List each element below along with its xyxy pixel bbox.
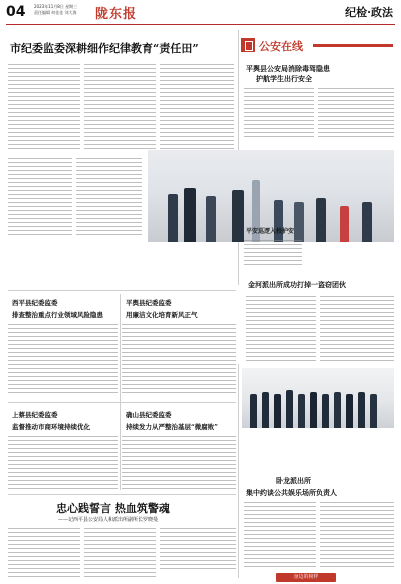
article-text (244, 502, 316, 570)
article-title: 卧龙派出所 (276, 476, 311, 485)
online-section-label (241, 36, 393, 54)
figure (340, 206, 349, 242)
article-text (8, 324, 118, 396)
article-text (8, 528, 80, 578)
figure (316, 198, 326, 242)
photo-police-team (242, 368, 394, 428)
article-text (320, 296, 394, 362)
article-title: 上蔡县纪委监委 (12, 411, 58, 419)
article-text (8, 436, 118, 490)
editor-line: 责任编辑 何佳佳 刘大海 (34, 10, 77, 15)
figure (232, 190, 244, 242)
main-article-text-col3 (160, 64, 234, 150)
article-text (320, 502, 394, 570)
article-text (160, 528, 236, 570)
figure (322, 394, 329, 428)
column-divider (120, 294, 121, 490)
footer-tag: 身边的榜样 (276, 573, 336, 582)
figure (358, 392, 365, 428)
article-title: 西平县纪委监委 (12, 299, 58, 307)
article-text (246, 296, 316, 362)
article-title: 金河派出所成功打掉一盗窃团伙 (248, 280, 346, 289)
article-title-line2: 护航学生出行安全 (256, 74, 312, 83)
feature-subtitle: ——记西平县公安局人和派出所副所长罗晓曼 (58, 517, 159, 523)
article-text (244, 240, 302, 266)
article-title-line2: 持续发力从严整治基层“微腐败” (126, 423, 218, 431)
article-title: 平舆县纪委监委 (126, 299, 172, 307)
article-text (122, 324, 236, 396)
figure (334, 392, 341, 428)
figure (274, 394, 281, 428)
police-badge-icon (241, 38, 255, 52)
section-rule (8, 402, 236, 403)
figure (362, 202, 372, 242)
figure (346, 394, 353, 428)
paper-name: 陇东报 (95, 7, 138, 22)
figure (286, 390, 293, 428)
article-title-line2: 排查整治重点行业领域风险隐患 (12, 311, 103, 319)
figure (206, 196, 216, 242)
article-title-line2: 集中约谈公共娱乐场所负责人 (246, 488, 337, 497)
feature-title: 忠心践誓言 热血筑警魂 (56, 502, 170, 515)
figure (262, 392, 269, 428)
figure (184, 188, 196, 242)
section-rule (8, 494, 236, 495)
header-rule (6, 24, 395, 25)
online-label-bar (313, 44, 393, 47)
article-text (84, 528, 156, 578)
article-text (122, 436, 236, 490)
date-line: 2023年11月8日 星期三 (34, 4, 78, 9)
figure (274, 200, 283, 242)
article-title: 平安巡逻入校护安 (246, 228, 295, 235)
article-title-line2: 用廉洁文化培育新风正气 (126, 311, 198, 319)
page-header (0, 0, 401, 26)
figure (250, 394, 257, 428)
figure (294, 202, 304, 242)
article-title: 确山县纪委监委 (126, 411, 172, 419)
main-article-text-col1 (8, 64, 80, 150)
figure (168, 194, 178, 242)
page-number: 04 (6, 4, 26, 20)
article-title-line2: 监督推动市商环境持续优化 (12, 423, 90, 431)
header-meta (34, 4, 77, 16)
figure (370, 394, 377, 428)
figure (310, 392, 317, 428)
main-headline: 市纪委监委深耕细作纪律教育“责任田” (10, 42, 199, 55)
article-text (76, 158, 142, 236)
article-text (8, 158, 72, 236)
article-text (244, 88, 314, 138)
main-article-text-col2 (84, 64, 156, 150)
article-text (318, 88, 394, 138)
column-divider (238, 364, 239, 578)
online-label-text: 公安在线 (259, 40, 303, 53)
section-rule (8, 290, 236, 291)
figure (298, 394, 305, 428)
section-title: 纪检·政法 (345, 6, 393, 19)
article-title: 平舆县公安局消除毒驾隐患 (246, 64, 330, 73)
